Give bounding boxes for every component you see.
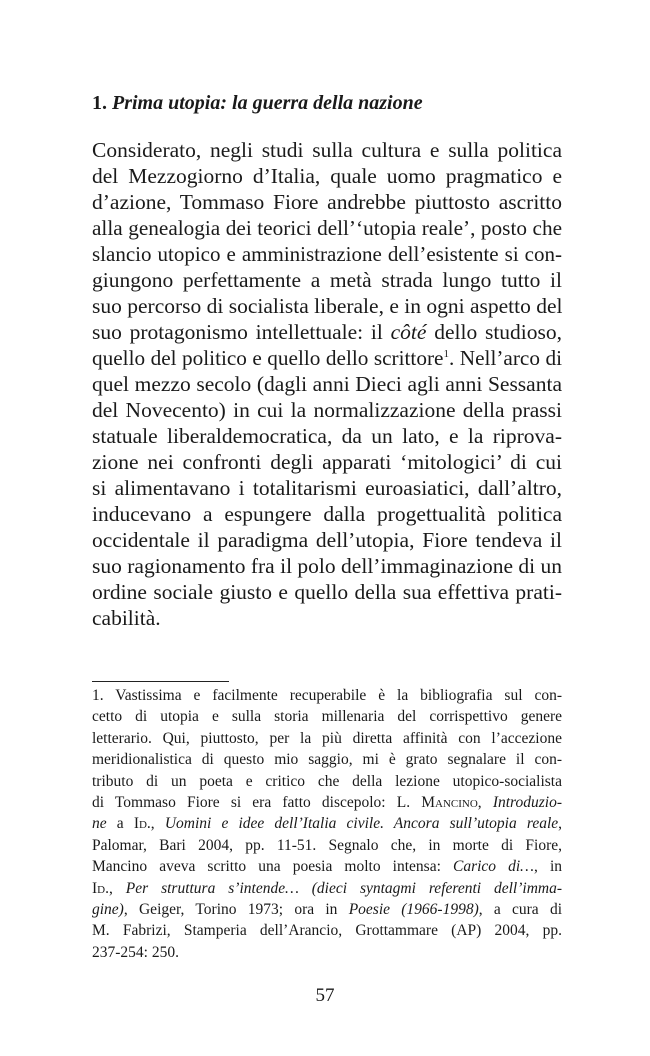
italic-term: côté (390, 320, 427, 344)
work-title: gine) (92, 901, 124, 919)
text-segment: , (108, 879, 113, 897)
text-segment: Mancino aveva scritto una poesia molto intensa: (92, 858, 441, 876)
footnote-line: letterario. Qui, piuttosto, per la più diretta affinità con l’accezione (92, 729, 562, 747)
text-line: inducevano a espungere dalla progettualità politica (92, 502, 562, 526)
text-line: del Novecento) in cui la normalizzazione della prassi (92, 398, 562, 422)
text-line: si alimentavano i totalitarismi euroasiatici, dall’altro, (92, 476, 562, 500)
text-segment: dello studioso, (434, 320, 563, 344)
text-segment: , a cura di (478, 901, 563, 919)
footnote-separator (92, 681, 229, 682)
footnote-line: Palomar, Bari 2004, pp. 11-51. Segnalo che, in morte di Fiore, (92, 836, 562, 854)
section-number: 1. (92, 92, 107, 114)
author-name: Mancino (421, 794, 478, 812)
text-line: suo percorso di socialista liberale, e in ogni aspetto del (92, 294, 563, 318)
text-line: slancio utopico e amministrazione dell’esistente si con- (92, 242, 562, 266)
text-line: suo ragionamento fra il polo dell’immaginazione di un (92, 554, 562, 578)
page-number: 57 (315, 985, 335, 1006)
text-line: del Mezzogiorno d’Italia, quale uomo pragmatico e (92, 164, 562, 188)
text-line: alla genealogia dei teorici dell’‘utopia reale’, posto che (92, 216, 562, 240)
footnote (92, 685, 562, 963)
section-title: Prima utopia: la guerra della nazione (112, 92, 423, 114)
text-line: giungono perfettamente a metà strada lungo tutto il (92, 268, 562, 292)
section-heading (92, 90, 562, 116)
text-line: cabilità. (92, 606, 161, 630)
text-line: d’azione, Tommaso Fiore andrebbe piuttosto ascritto (92, 190, 562, 214)
footnote-line: tributo di un poeta e critico che della lezione utopico-socialista (92, 772, 562, 790)
footnote-marker[interactable]: 1 (443, 347, 449, 360)
text-line: occidentale il paradigma dell’utopia, Fiore tendeva il (92, 528, 562, 552)
text-segment: , in (533, 858, 563, 876)
author-abbrev: Id. (133, 815, 151, 833)
author-abbrev: Id. (92, 879, 109, 897)
text-segment: di Tommaso Fiore si era fatto discepolo: L. (92, 794, 411, 812)
footnote-line (92, 899, 562, 920)
text-segment: , (558, 815, 563, 833)
footnote-line (92, 813, 562, 834)
footnote-line (92, 878, 562, 899)
work-title: Uomini e idee dell’Italia civile. Ancora sull’utopia reale (164, 815, 559, 833)
text-line: zione nei confronti degli apparati ‘mitologici’ di cui (92, 450, 562, 474)
text-segment: a (116, 815, 124, 833)
text-line (92, 319, 562, 345)
footnote-line (92, 856, 562, 877)
text-segment: quello del politico e quello dello scrittore (92, 346, 444, 370)
footnote-line: 1. Vastissima e facilmente recuperabile è la bibliografia sul con- (92, 687, 562, 704)
footnote-line (92, 792, 562, 813)
text-segment: . Nell’arco di (448, 346, 562, 370)
text-segment: , (477, 794, 482, 812)
text-line: statuale liberaldemocratica, da un lato, e la riprova- (92, 424, 562, 448)
work-title: ne (92, 815, 107, 833)
work-title: Introduzio- (492, 794, 562, 812)
text-segment: , Geiger, Torino 1973; ora in (123, 901, 338, 919)
work-title: Carico di… (452, 858, 534, 876)
text-segment: suo protagonismo intellettuale: il (92, 320, 383, 344)
text-line: ordine sociale giusto e quello della sua effettiva prati- (92, 580, 562, 604)
footnote-line: 237-254: 250. (92, 943, 179, 961)
work-title: Per struttura s’intende… (dieci syntagmi referenti dell’imma- (125, 879, 562, 897)
text-line: quel mezzo secolo (dagli anni Dieci agli anni Sessanta (92, 372, 562, 396)
text-line (92, 345, 562, 371)
footnote-line: meridionalistica di questo mio saggio, mi è grato segnalare il con- (92, 751, 562, 769)
text-line: Considerato, negli studi sulla cultura e sulla politica (92, 138, 562, 162)
footnote-line: M. Fabrizi, Stamperia dell’Arancio, Grottammare (AP) 2004, pp. (92, 922, 562, 940)
body-paragraph (92, 137, 562, 631)
text-segment: , (150, 815, 155, 833)
footnote-line: cetto di utopia e sulla storia millenaria del corrispettivo genere (92, 708, 562, 726)
work-title: Poesie (1966-1998) (348, 901, 479, 919)
